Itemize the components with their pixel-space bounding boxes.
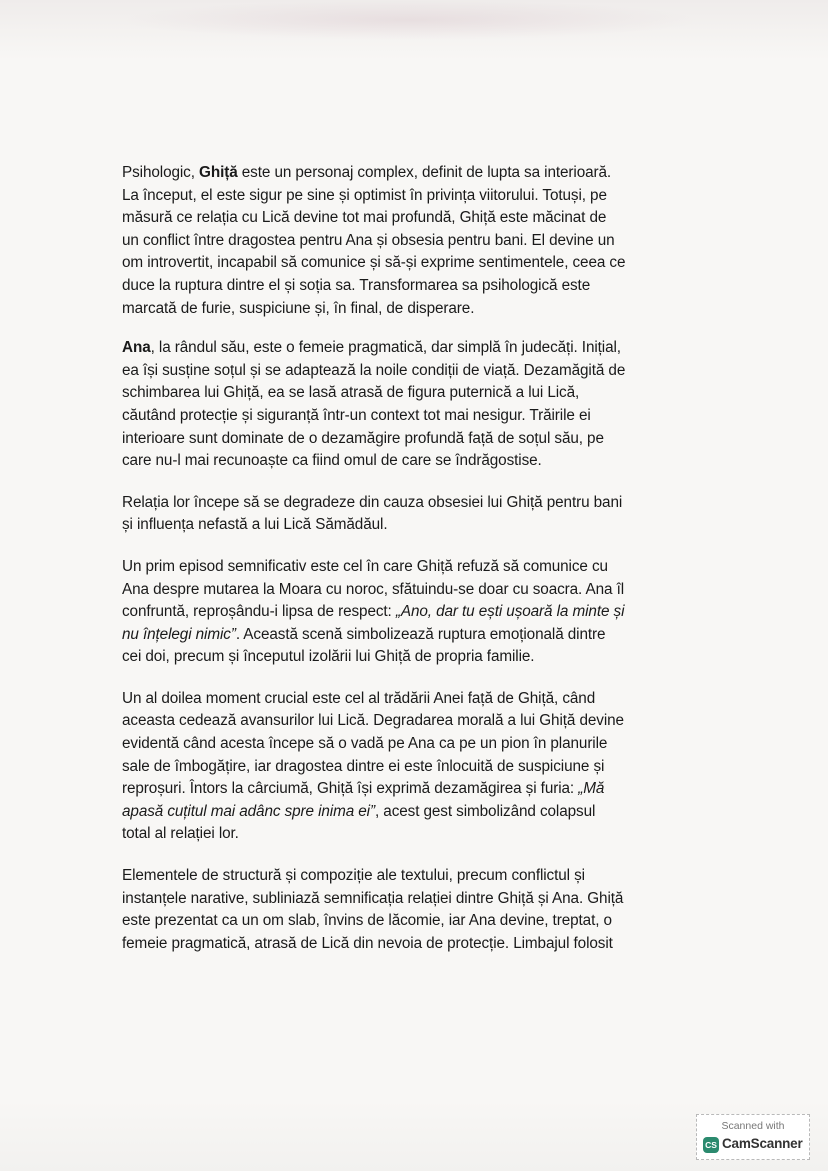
text-run: total al relației lor. [122,825,239,843]
scan-tint [120,0,700,40]
text-line [122,823,702,846]
text-run: Un prim episod semnificativ este cel în care Ghiță refuză să comunice cu [122,557,608,575]
italic-quote: „Mă [578,780,605,798]
text-run: confruntă, reproșându-i lipsa de respect: [122,603,396,621]
text-run: evidentă când acesta începe să o vadă pe Ana ca pe un pion în planurile [122,735,608,753]
paragraph-4 [122,556,702,669]
paragraph-2 [122,337,702,473]
text-run: reproșuri. Întors la cârciumă, Ghiță își exprimă dezamăgirea și furia: [122,780,579,798]
text-line [122,778,702,801]
text-run: femeie pragmatică, atrasă de Lică din nevoia de protecție. Limbajul folosit [122,934,613,952]
text-line [122,162,702,185]
text-line [122,688,702,711]
italic-quote: „Ano, dar tu ești ușoară la minte și [395,603,625,621]
text-run: instanțele narative, subliniază semnificația relației dintre Ghiță și Ana. Ghiță [122,889,624,907]
watermark-caption: Scanned with [721,1120,785,1132]
text-run: un conflict între dragostea pentru Ana și obsesia pentru bani. El devine un [122,231,615,249]
camscanner-watermark [696,1114,810,1160]
text-run: cei doi, precum și începutul izolării lui Ghiță de propria familie. [122,648,535,666]
text-line [122,733,702,756]
text-run: interioare sunt dominate de o dezamăgire profundă față de soțul său, pe [122,429,604,447]
text-line [122,252,702,275]
paragraph-6 [122,865,702,955]
paragraph-1 [122,162,702,320]
text-line [122,275,702,298]
text-run: schimbarea lui Ghiță, ea se lasă atrasă de figura puternică a lui Lică, [122,384,580,402]
camscanner-logo-icon: CS [703,1137,719,1153]
text-run: Un al doilea moment crucial este cel al trădării Anei față de Ghiță, când [122,689,596,707]
bold-text: Ana [122,339,151,357]
text-run: om introvertit, incapabil să comunice și să-și exprime sentimentele, ceea ce [122,254,626,272]
text-run: și influența nefastă a lui Lică Sămădăul. [122,516,388,534]
bold-text: Ghiță [199,164,238,181]
text-run: Psihologic, [122,164,200,181]
text-line [122,933,702,956]
text-run: care nu-l mai recunoaște ca fiind omul de care se îndrăgostise. [122,452,542,470]
text-run: sale de îmbogățire, iar dragostea dintre ei este înlocuită de suspiciune și [122,757,605,775]
text-line [122,579,702,602]
text-run: este un personaj complex, definit de lupta sa interioară. [237,164,612,181]
text-run: Ana despre mutarea la Moara cu noroc, sfătuindu-se doar cu soacra. Ana îl [122,580,625,598]
text-line [122,450,702,473]
text-line [122,207,702,230]
text-line [122,514,702,537]
text-line [122,230,702,253]
text-run: , acest gest simbolizând colapsul [374,802,596,820]
italic-quote: apasă cuțitul mai adânc spre inima ei” [122,802,375,820]
text-line [122,888,702,911]
text-line [122,646,702,669]
text-line [122,865,702,888]
text-line [122,624,702,647]
text-line [122,910,702,933]
text-run: ea își susține soțul și se adaptează la noile condiții de viață. Dezamăgită de [122,361,626,379]
italic-quote: nu înțelegi nimic” [122,625,236,643]
text-line [122,801,702,824]
text-line [122,405,702,428]
text-line [122,492,702,515]
text-line [122,710,702,733]
text-line [122,756,702,779]
text-run: Relația lor începe să se degradeze din cauza obsesiei lui Ghiță pentru bani [122,493,623,511]
document-body [122,162,702,972]
text-run: . Această scenă simbolizează ruptura emoțională dintre [235,625,606,643]
paragraph-3 [122,492,702,537]
text-line [122,382,702,405]
text-run: căutând protecție și siguranță într-un context tot mai nesigur. Trăirile ei [122,406,591,424]
text-run: este prezentat ca un om slab, învins de lăcomie, iar Ana devine, treptat, o [122,912,612,930]
text-line [122,601,702,624]
text-run: măsură ce relația cu Lică devine tot mai profundă, Ghiță este măcinat de [122,209,607,227]
text-line [122,556,702,579]
text-line [122,298,702,321]
text-line [122,337,702,360]
text-line [122,185,702,208]
text-line [122,360,702,383]
watermark-brand: CamScanner [722,1136,803,1151]
text-run: aceasta cedează avansurilor lui Lică. Degradarea morală a lui Ghiță devine [122,712,624,730]
text-run: La început, el este sigur pe sine și optimist în privința viitorului. Totuși, pe [122,186,607,204]
text-line [122,428,702,451]
text-run: , la rândul său, este o femeie pragmatică, dar simplă în judecăți. Inițial, [150,339,621,357]
paragraph-5 [122,688,702,846]
text-run: Elementele de structură și compoziție ale textului, precum conflictul și [122,867,585,885]
text-run: marcată de furie, suspiciune și, în final, de disperare. [122,299,475,317]
text-run: duce la ruptura dintre el și soția sa. Transformarea sa psihologică este [122,276,591,294]
